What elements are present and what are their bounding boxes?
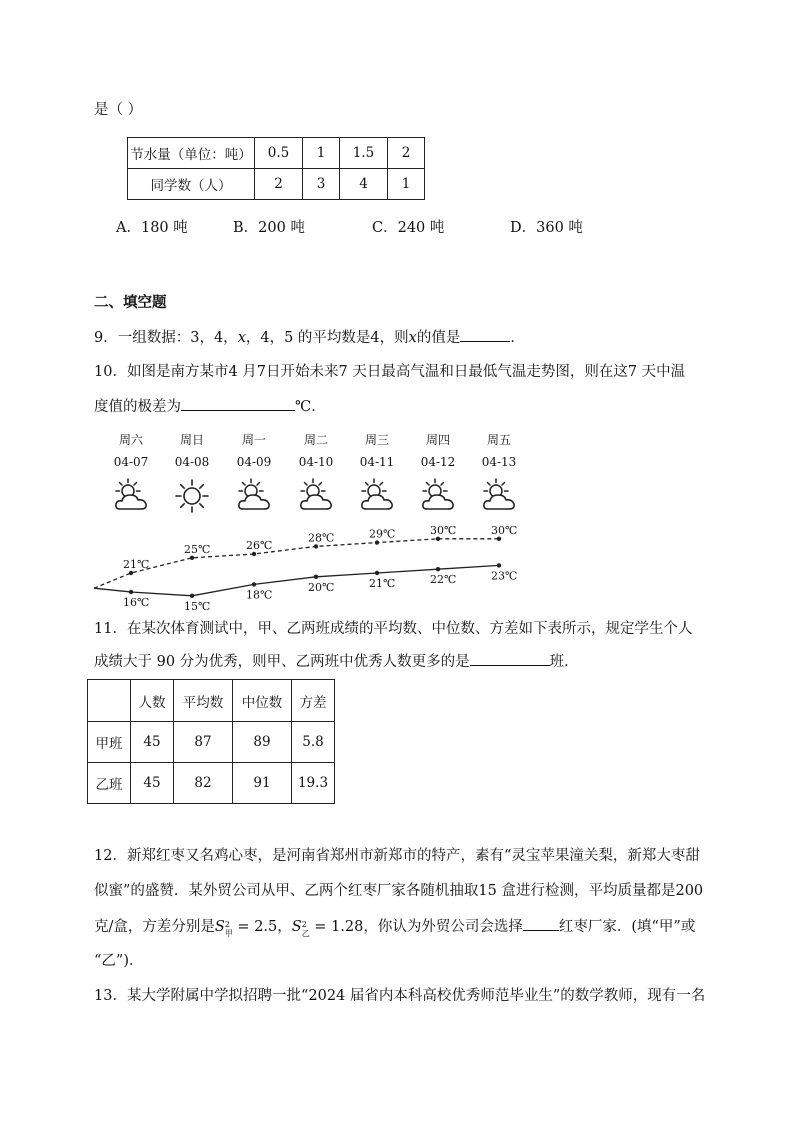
weekday-label: 周日 bbox=[179, 433, 204, 447]
table-cell: 87 bbox=[174, 722, 233, 763]
low-temp-label: 21℃ bbox=[369, 577, 396, 590]
high-temp-point bbox=[436, 537, 440, 541]
table-cell: 节水量（单位：吨） bbox=[128, 138, 255, 169]
high-temp-label: 28℃ bbox=[308, 531, 335, 545]
date-label: 04-13 bbox=[481, 455, 517, 469]
high-temp-point bbox=[314, 544, 318, 548]
section-heading: 二、填空题 bbox=[94, 294, 167, 311]
question-11-line1: 11．在某次体育测试中，甲、乙两班成绩的平均数、中位数、方差如下表所示，规定学生个人 bbox=[94, 621, 693, 637]
q10-text: 度值的极差为 bbox=[94, 399, 181, 415]
weekday-label: 周四 bbox=[425, 433, 450, 447]
question-12-line4: “乙”)． bbox=[94, 953, 144, 969]
table-header-cell: 方差 bbox=[292, 680, 335, 722]
answer-blank[interactable] bbox=[523, 916, 559, 931]
weekday-label: 周六 bbox=[118, 433, 143, 447]
low-temp-label: 23℃ bbox=[491, 569, 518, 583]
low-temp-label: 16℃ bbox=[123, 596, 150, 609]
table-header-cell: 中位数 bbox=[233, 680, 292, 722]
high-temp-point bbox=[252, 552, 256, 556]
date-label: 04-11 bbox=[359, 455, 395, 469]
subscript: 乙 bbox=[301, 929, 310, 938]
low-temp-point bbox=[436, 567, 440, 571]
low-temp-point bbox=[252, 582, 256, 586]
date-label: 04-07 bbox=[113, 455, 149, 469]
q12-text: 红枣厂家．(填“甲”或 bbox=[558, 919, 696, 935]
low-temp-point bbox=[190, 594, 194, 598]
question-11-line2 bbox=[94, 651, 579, 672]
option-d: D．360 吨 bbox=[510, 220, 583, 236]
table-cell: 19.3 bbox=[292, 763, 335, 804]
question-12-line2: 似蜜”的盛赞．某外贸公司从甲、乙两个红枣厂家各随机抽取15 盒进行检测，平均质量都是200 bbox=[94, 883, 704, 899]
superscript: 2 bbox=[224, 920, 230, 929]
table-cell: 5.8 bbox=[292, 722, 335, 763]
low-temp-point bbox=[129, 590, 133, 594]
date-label: 04-12 bbox=[420, 455, 456, 469]
option-c: C．240 吨 bbox=[372, 220, 445, 236]
low-temp-point bbox=[314, 575, 318, 579]
option-a: A．180 吨 bbox=[116, 220, 188, 236]
question-12-line3 bbox=[94, 916, 695, 937]
table-cell: 2 bbox=[255, 169, 303, 200]
table-cell: 2 bbox=[388, 138, 425, 169]
low-temp-point bbox=[497, 563, 501, 567]
class-stats-table bbox=[87, 679, 335, 804]
table-cell: 82 bbox=[174, 763, 233, 804]
q8-tail: 是（ ） bbox=[94, 102, 143, 118]
low-temp-label: 18℃ bbox=[246, 588, 273, 602]
high-temp-label: 26℃ bbox=[246, 539, 273, 552]
q11-text: 班． bbox=[549, 654, 579, 670]
option-b: B．200 吨 bbox=[233, 220, 305, 236]
table-cell: 4 bbox=[340, 169, 388, 200]
table-header-cell: 平均数 bbox=[174, 680, 233, 722]
low-temp-point bbox=[375, 571, 379, 575]
q9-var: x bbox=[408, 330, 417, 346]
answer-blank[interactable] bbox=[470, 651, 550, 666]
high-temp-point bbox=[375, 540, 379, 544]
high-temp-point bbox=[190, 556, 194, 560]
weekday-label: 周三 bbox=[364, 433, 389, 447]
high-temp-label: 30℃ bbox=[491, 523, 518, 537]
q9-var: x bbox=[237, 330, 246, 346]
q9-text: ，4，5 的平均数是4，则 bbox=[245, 330, 409, 346]
q12-text: = 1.28，你认为外贸公司会选择 bbox=[309, 919, 523, 935]
table-cell: 1.5 bbox=[340, 138, 388, 169]
variance-symbol: S bbox=[214, 919, 225, 935]
date-label: 04-09 bbox=[236, 455, 272, 469]
table-cell: 1 bbox=[388, 169, 425, 200]
table-cell: 甲班 bbox=[88, 722, 131, 763]
question-10-line1: 10．如图是南方某市4 月7日开始未来7 天日最高气温和日最低气温走势图，则在这7 天中温 bbox=[94, 364, 686, 380]
low-temp-label: 22℃ bbox=[430, 573, 457, 587]
table-cell: 0.5 bbox=[255, 138, 303, 169]
superscript: 2 bbox=[301, 920, 307, 929]
table-header-cell: 人数 bbox=[131, 680, 174, 722]
q9-text: 的值是 bbox=[416, 330, 461, 346]
high-temp-label: 25℃ bbox=[184, 542, 211, 556]
high-temp-label: 29℃ bbox=[369, 527, 396, 541]
question-12-line1: 12．新郑红枣又名鸡心枣，是河南省郑州市新郑市的特产，素有“灵宝苹果潼关梨，新郑大枣甜 bbox=[94, 848, 700, 864]
table-cell: 乙班 bbox=[88, 763, 131, 804]
q12-text: 克/盒，方差分别是 bbox=[94, 919, 215, 935]
q9-text: ． bbox=[510, 330, 525, 346]
table-cell: 1 bbox=[303, 138, 340, 169]
high-temp-point bbox=[497, 537, 501, 541]
q10-unit: ℃． bbox=[295, 399, 326, 415]
low-temp-label: 20℃ bbox=[308, 580, 335, 594]
high-temp-label: 30℃ bbox=[430, 523, 457, 537]
weekday-label: 周一 bbox=[241, 433, 266, 447]
weekday-label: 周五 bbox=[486, 433, 511, 447]
date-label: 04-10 bbox=[298, 455, 334, 469]
table-cell: 89 bbox=[233, 722, 292, 763]
table-header-cell bbox=[88, 680, 131, 722]
table-cell: 45 bbox=[131, 763, 174, 804]
table-cell: 91 bbox=[233, 763, 292, 804]
table-cell: 同学数（人） bbox=[128, 169, 255, 200]
subscript: 甲 bbox=[224, 929, 233, 938]
q12-text: = 2.5， bbox=[232, 919, 292, 935]
date-label: 04-08 bbox=[174, 455, 210, 469]
high-temp-point bbox=[129, 571, 133, 575]
weekday-label: 周二 bbox=[303, 433, 328, 447]
q11-text: 成绩大于 90 分为优秀，则甲、乙两班中优秀人数更多的是 bbox=[94, 654, 470, 670]
high-temp-label: 21℃ bbox=[123, 558, 150, 571]
question-13-line1: 13．某大学附属中学拟招聘一批“2024 届省内本科高校优秀师范毕业生”的数学教师，现有一名 bbox=[94, 988, 706, 1004]
low-temp-label: 15℃ bbox=[184, 599, 211, 613]
table-cell: 45 bbox=[131, 722, 174, 763]
q9-text: 9．一组数据：3，4， bbox=[94, 330, 238, 346]
table-cell: 3 bbox=[303, 169, 340, 200]
variance-symbol: S bbox=[291, 919, 302, 935]
